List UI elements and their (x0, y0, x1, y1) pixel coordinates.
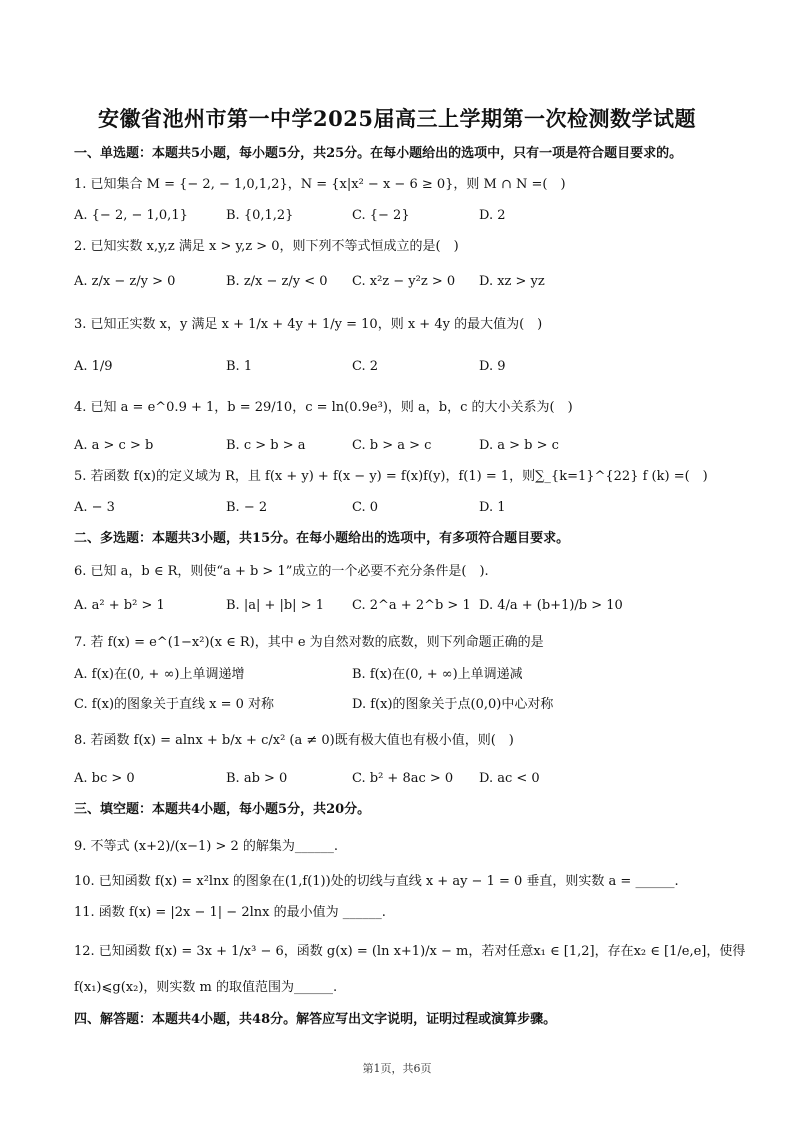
section-single-choice: 一、单选题：本题共5小题，每小题5分，共25分。在每小题给出的选项中，只有一项是符合题目要求的。 (74, 146, 683, 161)
question-1-stem: 1. 已知集合 M = {− 2, − 1,0,1,2}，N = {x|x² − x − 6 ≥ 0}，则 M ∩ N =( ) (74, 177, 566, 192)
option-d: D. 4/a + (b+1)/b > 10 (479, 598, 623, 613)
option-b: B. ab > 0 (226, 771, 288, 786)
option-b: B. z/x − z/y < 0 (226, 274, 328, 289)
question-4-stem: 4. 已知 a = e^0.9 + 1，b = 29/10，c = ln(0.9e³)，则 a，b，c 的大小关系为( ) (74, 400, 573, 415)
option-a: A. a² + b² > 1 (74, 598, 165, 613)
question-2-stem: 2. 已知实数 x,y,z 满足 x > y,z > 0，则下列不等式恒成立的是( ) (74, 239, 459, 254)
question-8-stem: 8. 若函数 f(x) = alnx + b/x + c/x² (a ≠ 0)既有极大值也有极小值，则( ) (74, 733, 514, 748)
option-c: C. f(x)的图象关于直线 x = 0 对称 (74, 697, 275, 712)
question-3-options (74, 358, 754, 376)
question-1-options (74, 207, 754, 225)
option-b: B. {0,1,2} (226, 208, 294, 223)
option-d: D. 9 (479, 359, 506, 374)
question-7-options-row2 (74, 696, 754, 714)
page-title: 安徽省池州市第一中学2025届高三上学期第一次检测数学试题 (98, 106, 696, 131)
option-b: B. 1 (226, 359, 253, 374)
page-footer: 第1页，共6页 (362, 1062, 432, 1075)
option-c: C. {− 2} (352, 208, 410, 223)
section-fill-in: 三、填空题：本题共4小题，每小题5分，共20分。 (74, 802, 371, 817)
option-d: D. 1 (479, 500, 506, 515)
question-7-options-row1 (74, 666, 754, 684)
option-a: A. bc > 0 (74, 771, 135, 786)
option-d: D. 2 (479, 208, 506, 223)
option-a: A. − 3 (74, 500, 115, 515)
option-a: A. 1/9 (74, 359, 113, 374)
option-b: B. f(x)在(0, + ∞)上单调递减 (352, 667, 523, 682)
question-12-line1: 12. 已知函数 f(x) = 3x + 1/x³ − 6，函数 g(x) = (ln x+1)/x − m，若对任意x₁ ∈ [1,2]，存在x₂ ∈ [1/e,e]，使得 (74, 944, 746, 959)
option-d: D. f(x)的图象关于点(0,0)中心对称 (352, 697, 554, 712)
option-a: A. a > c > b (74, 438, 154, 453)
question-5-options (74, 499, 754, 517)
option-c: C. 2^a + 2^b > 1 (352, 598, 471, 613)
question-11: 11. 函数 f(x) = |2x − 1| − 2lnx 的最小值为 ______. (74, 905, 386, 920)
question-4-options (74, 437, 754, 455)
option-c: C. x²z − y²z > 0 (352, 274, 456, 289)
section-multiple-choice: 二、多选题：本题共3小题，共15分。在每小题给出的选项中，有多项符合题目要求。 (74, 531, 570, 546)
option-c: C. b² + 8ac > 0 (352, 771, 454, 786)
question-12-line2: f(x₁)⩽g(x₂)，则实数 m 的取值范围为______. (74, 980, 338, 995)
question-5-stem: 5. 若函数 f(x)的定义域为 R，且 f(x + y) + f(x − y) = f(x)f(y)，f(1) = 1，则∑_{k=1}^{22} f (k) =( ) (74, 469, 708, 484)
question-6-options (74, 597, 754, 615)
option-a: A. z/x − z/y > 0 (74, 274, 176, 289)
option-c: C. 2 (352, 359, 379, 374)
option-d: D. ac < 0 (479, 771, 540, 786)
question-8-options (74, 770, 754, 788)
section-answer: 四、解答题：本题共4小题，共48分。解答应写出文字说明，证明过程或演算步骤。 (74, 1012, 557, 1027)
option-c: C. 0 (352, 500, 379, 515)
question-9: 9. 不等式 (x+2)/(x−1) > 2 的解集为______. (74, 839, 339, 854)
question-2-options (74, 273, 754, 291)
question-10: 10. 已知函数 f(x) = x²lnx 的图象在(1,f(1))处的切线与直线 x + ay − 1 = 0 垂直，则实数 a = ______. (74, 874, 679, 889)
option-d: D. xz > yz (479, 274, 545, 289)
option-c: C. b > a > c (352, 438, 432, 453)
question-3-stem: 3. 已知正实数 x，y 满足 x + 1/x + 4y + 1/y = 10，则 x + 4y 的最大值为( ) (74, 317, 543, 332)
question-7-stem: 7. 若 f(x) = e^(1−x²)(x ∈ R)，其中 e 为自然对数的底数，则下列命题正确的是 (74, 635, 544, 650)
option-b: B. c > b > a (226, 438, 306, 453)
option-a: A. f(x)在(0, + ∞)上单调递增 (74, 667, 245, 682)
option-b: B. |a| + |b| > 1 (226, 598, 324, 613)
option-b: B. − 2 (226, 500, 268, 515)
question-6-stem: 6. 已知 a，b ∈ R，则使“a + b > 1”成立的一个必要不充分条件是( ). (74, 564, 489, 579)
option-d: D. a > b > c (479, 438, 559, 453)
option-a: A. {− 2, − 1,0,1} (74, 208, 188, 223)
